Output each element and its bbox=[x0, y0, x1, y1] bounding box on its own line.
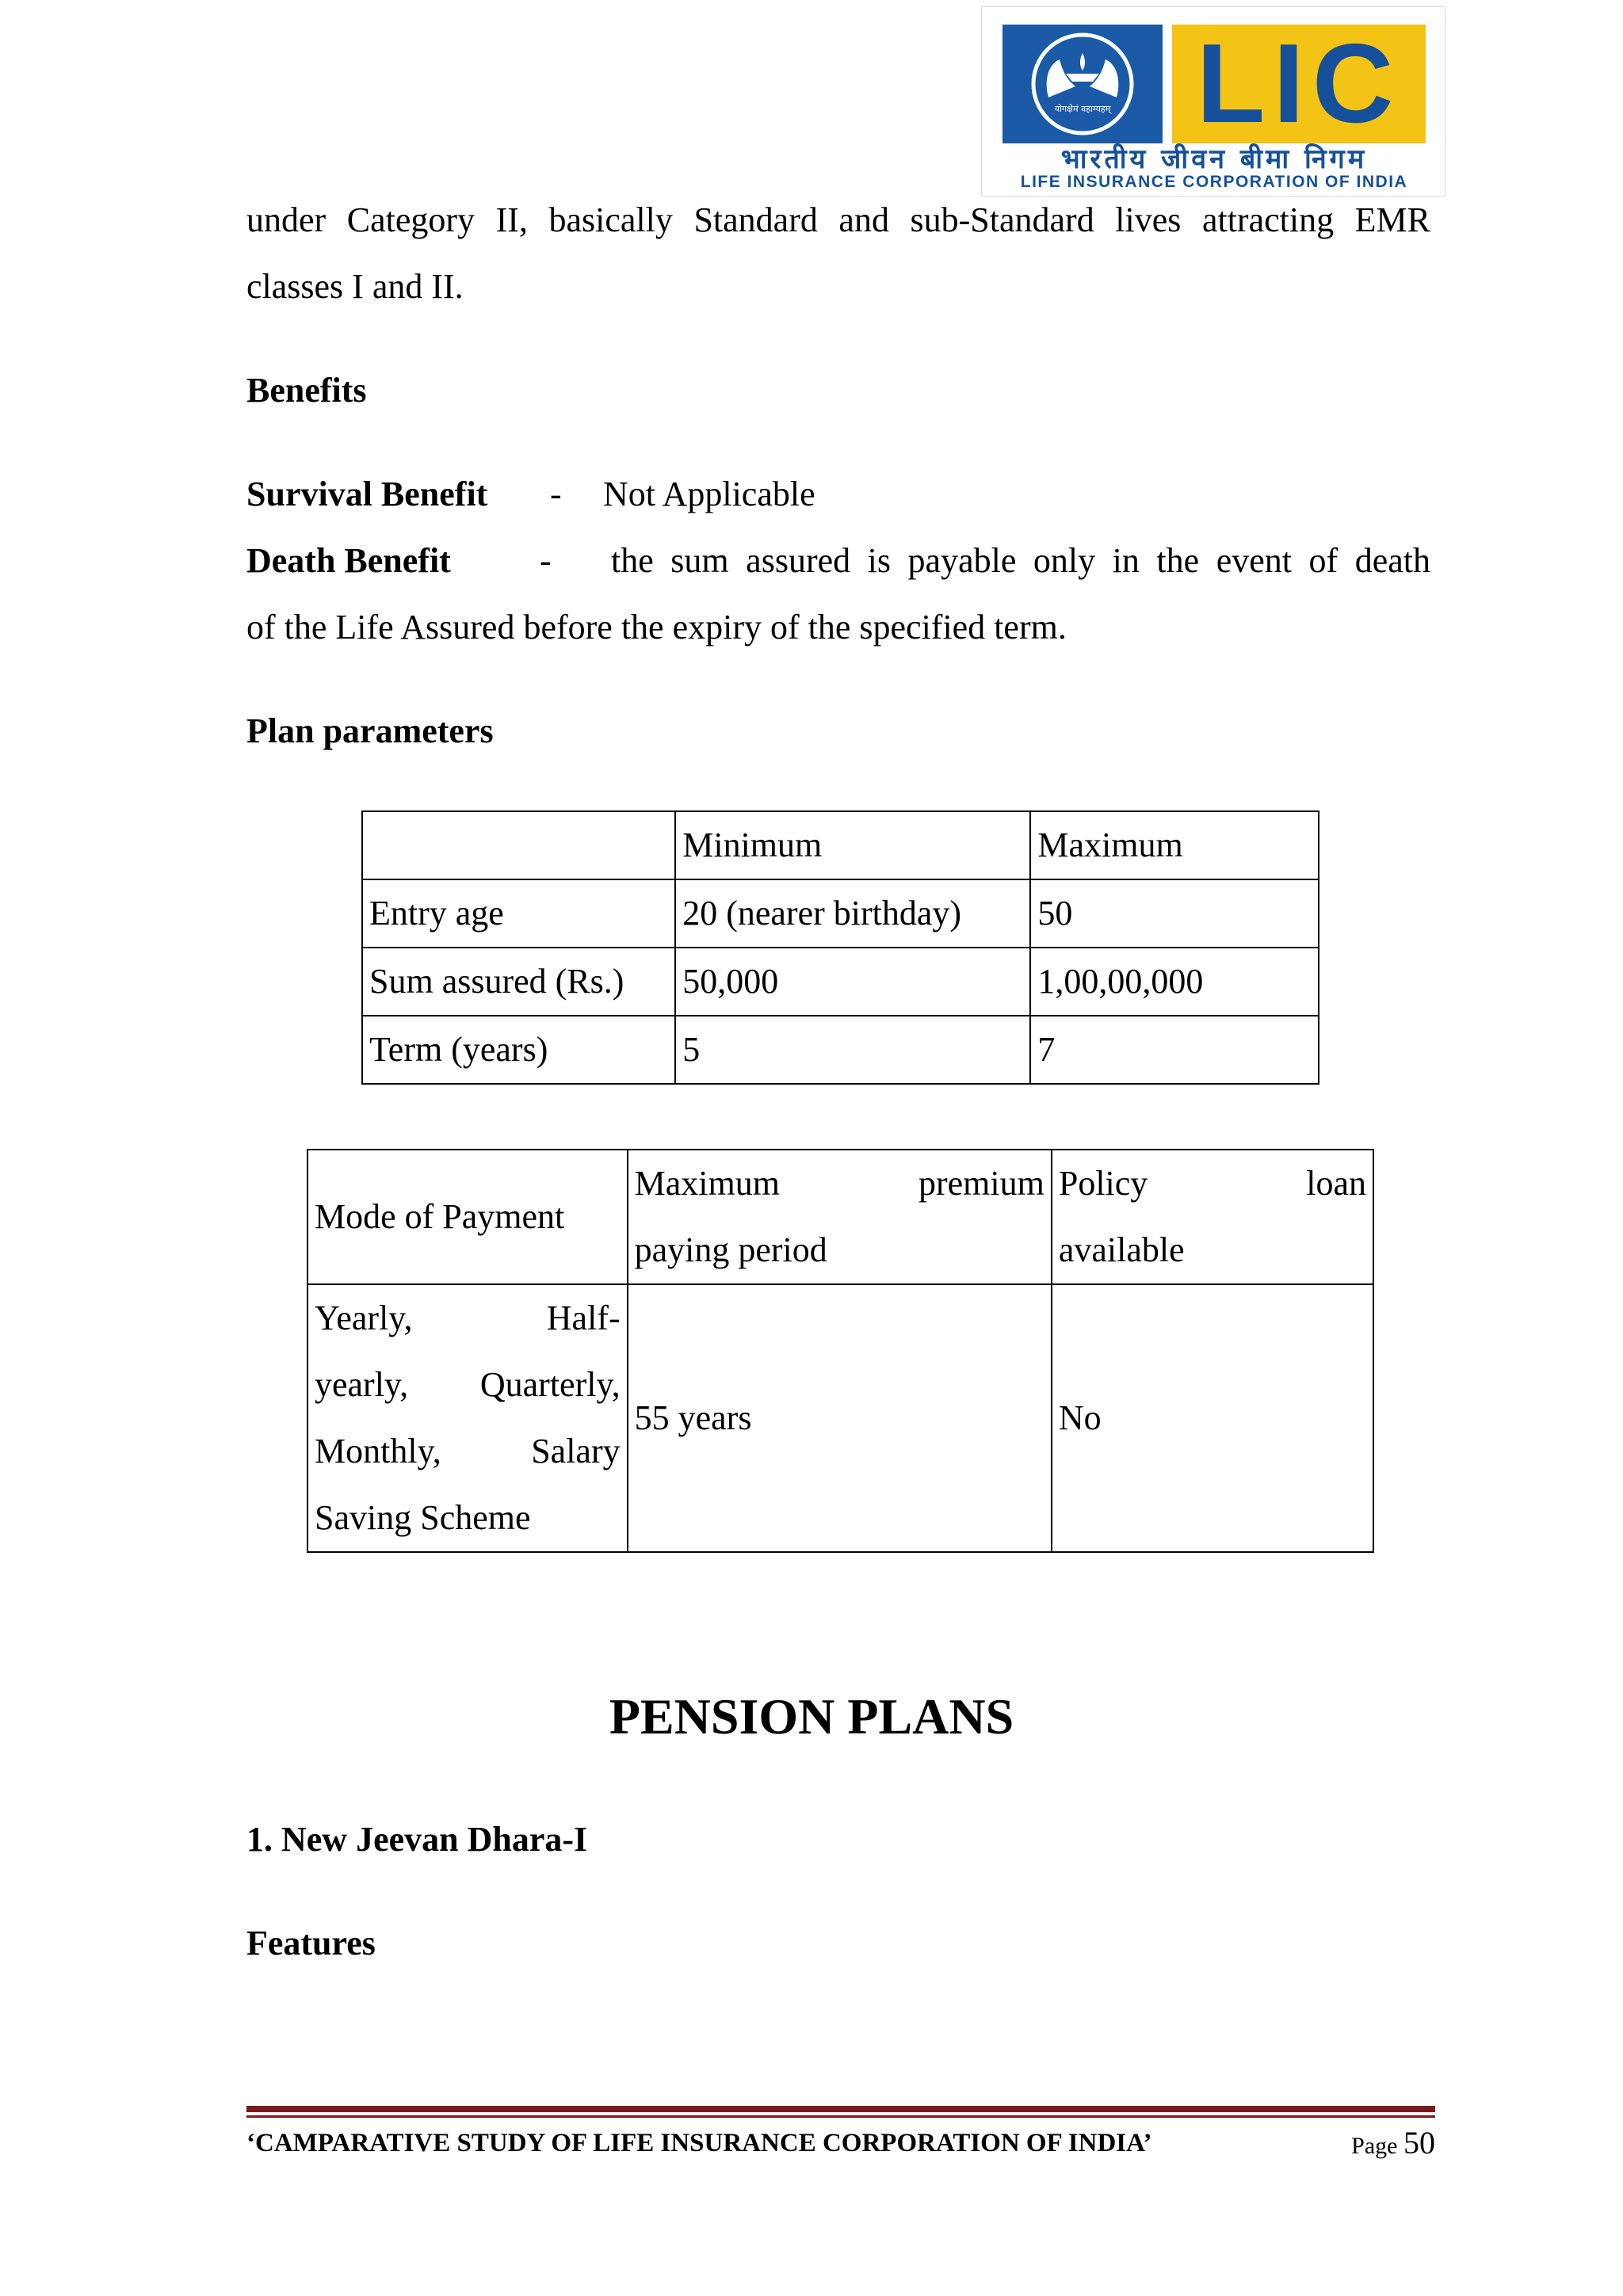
mode-word: Quarterly, bbox=[479, 1365, 621, 1404]
logo-hindi-name: भारतीय जीवन बीमा निगम bbox=[1060, 143, 1368, 175]
cell-minimum: 50,000 bbox=[675, 948, 1030, 1016]
mode-word: Monthly, bbox=[315, 1432, 441, 1470]
table-header-row bbox=[307, 1150, 1373, 1284]
logo-brand-text: LIC bbox=[1172, 25, 1426, 143]
mode-word: Salary bbox=[531, 1432, 621, 1470]
plan-parameters-table bbox=[361, 810, 1319, 1085]
row-label: Term (years) bbox=[362, 1016, 675, 1084]
header-policy-loan bbox=[1052, 1150, 1373, 1284]
header-max-word: Maximum bbox=[634, 1164, 780, 1203]
header-cell-maximum: Maximum bbox=[1030, 811, 1319, 879]
survival-benefit-row bbox=[246, 461, 1430, 528]
mode-word: Saving Scheme bbox=[315, 1498, 531, 1537]
footer-rule-thick bbox=[246, 2106, 1435, 2112]
svg-text:योगक्षेमं वहाम्यहम्: योगक्षेमं वहाम्यहम् bbox=[1054, 104, 1111, 114]
survival-benefit-dash: - bbox=[550, 475, 562, 513]
lamp-hands-emblem-icon bbox=[1002, 25, 1163, 143]
header-available: available bbox=[1058, 1230, 1185, 1269]
header-mode-of-payment: Mode of Payment bbox=[307, 1150, 628, 1284]
section-title: PENSION PLANS bbox=[609, 1688, 1014, 1745]
death-benefit-continuation: of the Life Assured before the expiry of the specified term. bbox=[246, 608, 1067, 646]
row-label: Sum assured (Rs.) bbox=[362, 948, 675, 1016]
header-policy-word: Policy bbox=[1058, 1164, 1148, 1203]
death-benefit-value: the sum assured is payable only in the event of death bbox=[611, 541, 1430, 580]
lic-logo bbox=[981, 6, 1445, 196]
footer bbox=[246, 2123, 1435, 2163]
payment-mode-table bbox=[307, 1149, 1374, 1553]
header-premium-word: premium bbox=[918, 1164, 1044, 1203]
mode-word: yearly, bbox=[315, 1365, 409, 1404]
cell-policy-loan: No bbox=[1052, 1284, 1373, 1552]
header-paying-period: paying period bbox=[634, 1230, 827, 1269]
cell-max-period: 55 years bbox=[628, 1284, 1052, 1552]
table-row bbox=[307, 1284, 1373, 1552]
death-benefit-label: Death Benefit bbox=[246, 541, 451, 580]
cell-maximum: 1,00,00,000 bbox=[1030, 948, 1319, 1016]
cell-minimum: 5 bbox=[675, 1016, 1030, 1084]
plan-parameters-heading: Plan parameters bbox=[246, 711, 494, 750]
plan-subheading: 1. New Jeevan Dhara-I bbox=[246, 1820, 588, 1859]
logo-english-name: LIFE INSURANCE CORPORATION OF INDIA bbox=[1020, 173, 1408, 191]
cell-maximum: 50 bbox=[1030, 879, 1319, 948]
table-header-row bbox=[362, 811, 1319, 879]
benefits-heading: Benefits bbox=[246, 371, 367, 410]
mode-word: Half- bbox=[546, 1299, 621, 1337]
table-row bbox=[362, 1016, 1319, 1084]
mode-word: Yearly, bbox=[315, 1299, 413, 1337]
death-benefit-dash: - bbox=[540, 541, 552, 580]
header-max-premium-period bbox=[628, 1150, 1052, 1284]
cell-maximum: 7 bbox=[1030, 1016, 1319, 1084]
header-cell-empty bbox=[362, 811, 675, 879]
intro-line-1: under Category II, basically Standard and sub-Standard lives attracting EMR bbox=[246, 200, 1430, 239]
header-cell-minimum: Minimum bbox=[675, 811, 1030, 879]
header-loan-word: loan bbox=[1306, 1164, 1366, 1203]
survival-benefit-label: Survival Benefit bbox=[246, 475, 488, 513]
table-row bbox=[362, 948, 1319, 1016]
page-number bbox=[1351, 2123, 1435, 2166]
row-label: Entry age bbox=[362, 879, 675, 948]
intro-line-2: classes I and II. bbox=[246, 267, 464, 306]
footer-rule-thin bbox=[246, 2115, 1435, 2118]
page-number-value: 50 bbox=[1403, 2125, 1435, 2161]
cell-minimum: 20 (nearer birthday) bbox=[675, 879, 1030, 948]
table-row bbox=[362, 879, 1319, 948]
features-heading: Features bbox=[246, 1924, 376, 1962]
cell-mode-of-payment bbox=[307, 1284, 628, 1552]
survival-benefit-value: Not Applicable bbox=[603, 475, 815, 513]
death-benefit-row bbox=[246, 528, 1430, 594]
page-label: Page bbox=[1351, 2133, 1398, 2159]
footer-title: ‘CAMPARATIVE STUDY OF LIFE INSURANCE CORPORATION OF INDIA’ bbox=[246, 2129, 1152, 2157]
